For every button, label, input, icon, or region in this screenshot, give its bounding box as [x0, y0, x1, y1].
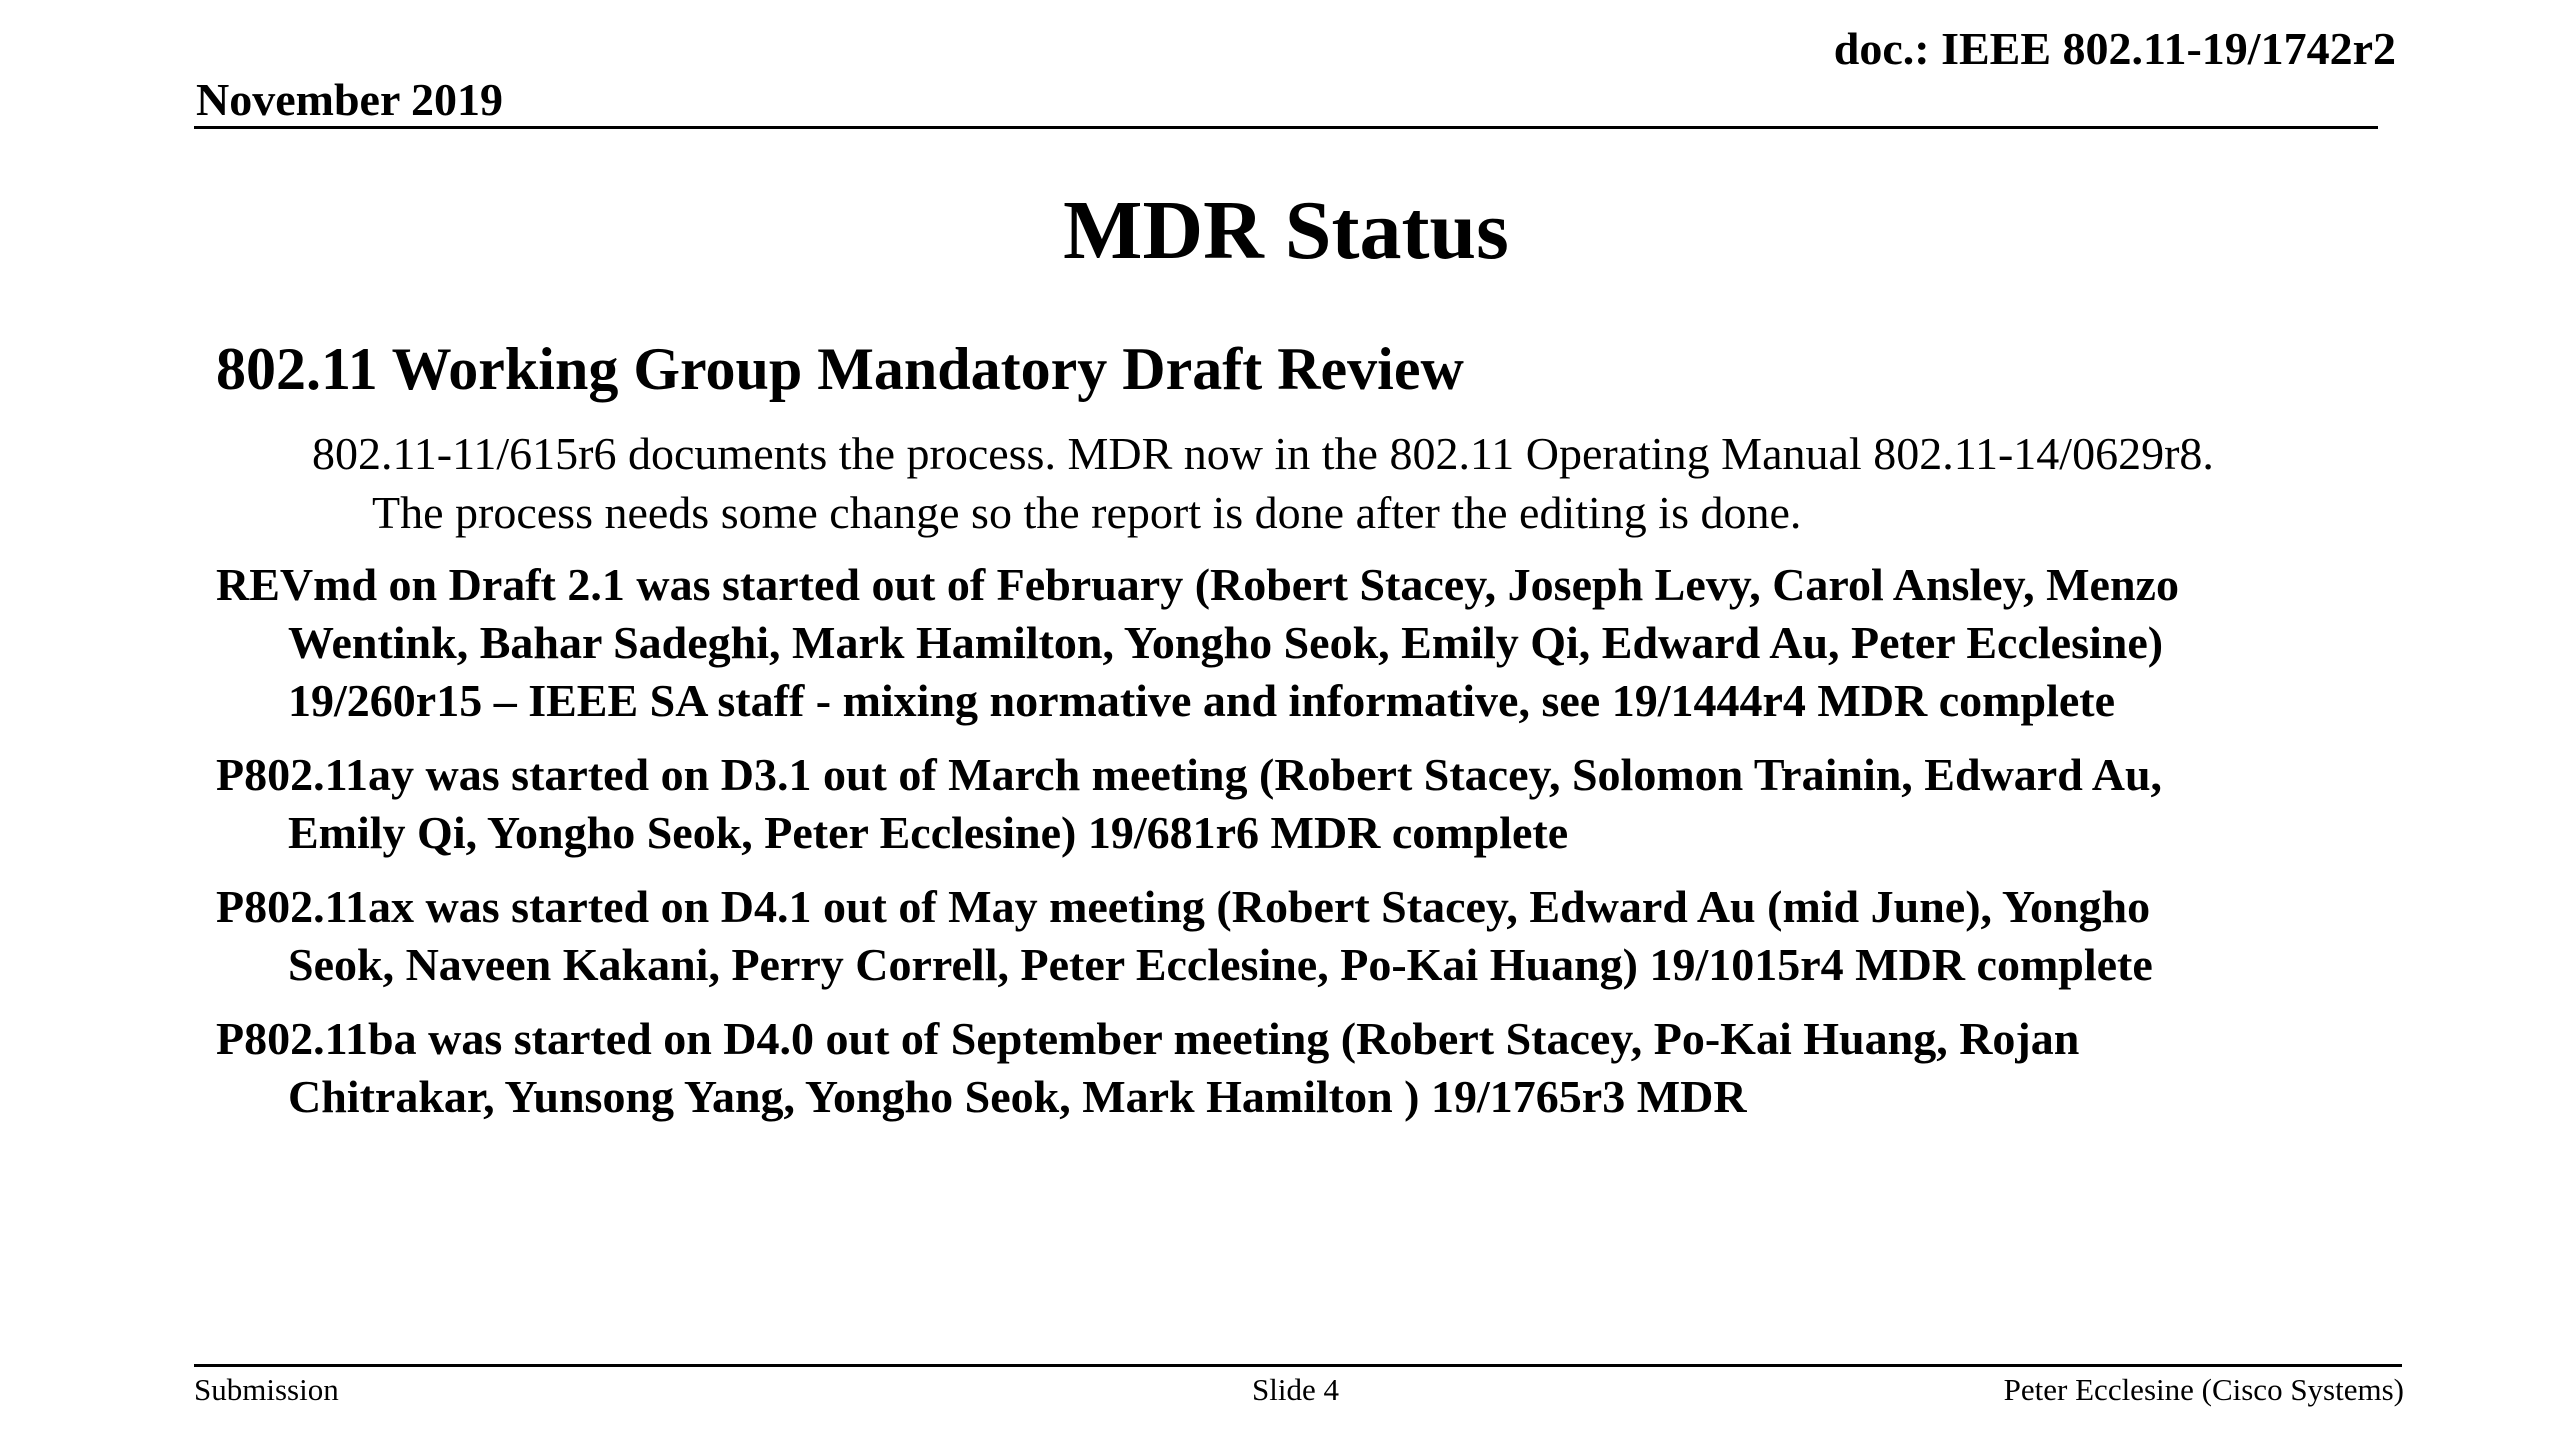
footer-divider	[194, 1364, 2402, 1367]
document-date: November 2019	[196, 74, 504, 125]
mdr-item-line: Wentink, Bahar Sadeghi, Mark Hamilton, Yongho Seok, Emily Qi, Edward Au, Peter Ecclesine)	[288, 617, 2164, 668]
mdr-item-line: P802.11ay was started on D3.1 out of March meeting (Robert Stacey, Solomon Trainin, Edward Au,	[216, 749, 2163, 800]
mdr-item-line: Seok, Naveen Kakani, Perry Correll, Peter Ecclesine, Po-Kai Huang) 19/1015r4 MDR complete	[288, 939, 2153, 990]
process-note-line: The process needs some change so the report is done after the editing is done.	[372, 487, 1802, 538]
mdr-item-11ax	[216, 878, 2416, 994]
footer-slide-number: Slide 4	[1252, 1372, 1339, 1407]
mdr-item-line: Chitrakar, Yunsong Yang, Yongho Seok, Mark Hamilton ) 19/1765r3 MDR	[288, 1071, 1747, 1122]
mdr-item-11ay	[216, 746, 2416, 862]
mdr-item-line: 19/260r15 – IEEE SA staff - mixing normative and informative, see 19/1444r4 MDR complete	[288, 675, 2116, 726]
mdr-status-list	[216, 556, 2416, 1142]
mdr-item-line: Emily Qi, Yongho Seok, Peter Ecclesine) 19/681r6 MDR complete	[288, 807, 1569, 858]
process-note	[312, 424, 2392, 542]
mdr-item-11ba	[216, 1010, 2416, 1126]
header-divider	[194, 126, 2378, 129]
footer-author: Peter Ecclesine (Cisco Systems)	[2003, 1372, 2404, 1407]
slide-title: MDR Status	[1063, 184, 1509, 277]
mdr-item-line: REVmd on Draft 2.1 was started out of February (Robert Stacey, Joseph Levy, Carol Ansley, Menzo	[216, 559, 2179, 610]
footer-submission: Submission	[194, 1372, 339, 1407]
process-note-line: 802.11-11/615r6 documents the process. MDR now in the 802.11 Operating Manual 802.11-14/0629r8.	[312, 428, 2214, 479]
mdr-item-line: P802.11ba was started on D4.0 out of September meeting (Robert Stacey, Po-Kai Huang, Rojan	[216, 1013, 2080, 1064]
document-id: doc.: IEEE 802.11-19/1742r2	[1833, 23, 2396, 74]
mdr-item-revmd	[216, 556, 2416, 730]
section-heading: 802.11 Working Group Mandatory Draft Review	[216, 336, 1464, 402]
mdr-item-line: P802.11ax was started on D4.1 out of May meeting (Robert Stacey, Edward Au (mid June), Yongho	[216, 881, 2151, 932]
